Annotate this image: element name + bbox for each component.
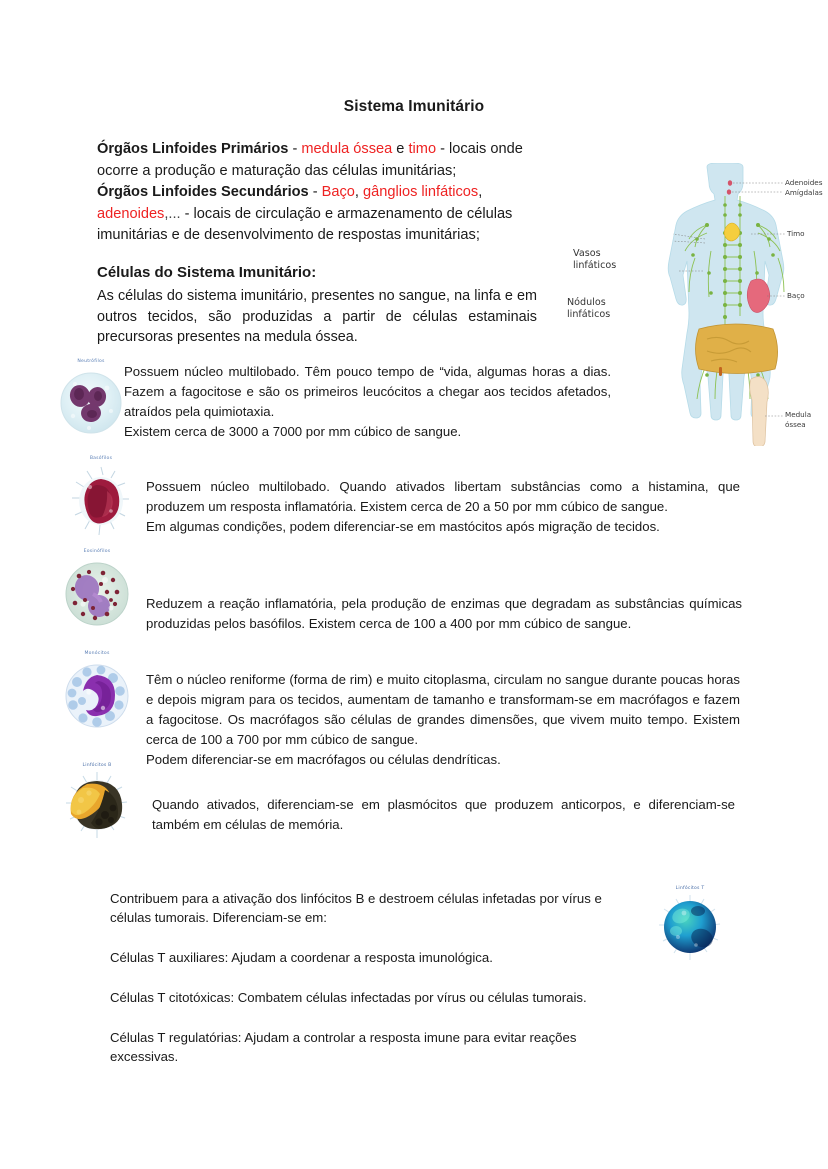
organ-medula-ossea: medula óssea	[301, 141, 393, 157]
organ-ganglios-linfaticos: gânglios linfáticos	[363, 184, 479, 200]
cell-description-linfocitos-b	[152, 795, 735, 835]
neutrophil-micrograph	[55, 366, 127, 438]
secondary-dash: -	[308, 184, 322, 200]
eosinofilos-paragraph-1: Reduzem a reação inflamatória, pela produção de enzimas que degradam as substâncias químicas produzidas pelos basófilos. Existem cerca de 100 a 400 por mm cúbico de sangue.	[146, 596, 742, 631]
lymphatic-system-illustration	[645, 163, 828, 446]
anatomy-label-vasos-2: linfáticos	[573, 260, 617, 271]
cell-description-basofilos	[146, 477, 740, 537]
eosinophil-micrograph	[59, 556, 135, 632]
secondary-sep-2: ,	[478, 184, 483, 200]
cell-figure-neutrofilos	[52, 358, 130, 438]
cells-section-heading: Células do Sistema Imunitário:	[97, 264, 317, 281]
organ-timo: timo	[408, 141, 437, 157]
b-lymphocyte-micrograph	[59, 770, 135, 842]
anatomy-label-timo: Timo	[787, 229, 805, 238]
anatomy-label-amigdalas: Amígdalas	[785, 188, 823, 197]
primary-organs-label: Órgãos Linfoides Primários	[97, 141, 289, 157]
cell-caption-linfocitos-b: Linfócitos B	[82, 763, 112, 768]
appendix-marker	[719, 367, 722, 376]
cell-caption-monocitos: Monócitos	[84, 651, 110, 656]
secondary-ellipsis: ,...	[164, 205, 185, 222]
cell-caption-basofilos: Basófilos	[89, 456, 113, 461]
anatomy-label-medula-1: Medula	[785, 410, 812, 419]
monocitos-paragraph-1: Têm o núcleo reniforme (forma de rim) e muito citoplasma, circulam no sangue durante poucas horas e depois migram para os tecidos, aumentam de tamanho e transformam-se em macrófagos e fazem a fagocitose. Os macrófagos são células de grandes dimensões, que vivem muito tempo. Existem cerca de 100 a 700 por mm cúbico de sangue.	[146, 672, 740, 747]
linfocitos-b-paragraph-1: Quando ativados, diferenciam-se em plasmócitos que produzem anticorpos, e diferenciam-se também em células de memória.	[152, 797, 735, 832]
t-lymphocyte-micrograph	[654, 893, 726, 965]
bone-marrow-organ	[750, 377, 769, 446]
neutrofilos-paragraph-1: Possuem núcleo multilobado. Têm pouco tempo de “vida, algumas horas a dias. Fazem a fagocitose e são os primeiros leucócitos a chegar aos tecidos afetados, atraídos pela quimiotaxia.	[124, 364, 611, 419]
secondary-description: - locais de circulação e armazenamento de células imunitárias e de desenvolvimento de respostas imunitárias;	[97, 205, 513, 243]
anatomy-label-medula-2: óssea	[785, 420, 806, 429]
t-cells-intro: Contribuem para a ativação dos linfócitos B e destroem células infetadas por vírus e células tumorais. Diferenciam-se em:	[110, 891, 602, 925]
cells-section-paragraph: As células do sistema imunitário, presentes no sangue, na linfa e em outros tecidos, são produzidas a partir de células estaminais precursoras presentes na medula óssea.	[97, 288, 537, 345]
neutrofilos-paragraph-2: Existem cerca de 3000 a 7000 por mm cúbico de sangue.	[124, 424, 462, 439]
monocitos-paragraph-2: Podem diferenciar-se em macrófagos ou células dendríticas.	[146, 752, 501, 767]
cell-caption-linfocitos-t: Linfócitos T	[675, 886, 705, 891]
cell-figure-linfocitos-t	[645, 885, 735, 965]
cell-figure-eosinofilos	[58, 548, 136, 632]
t-cell-subtype-auxiliares: Células T auxiliares: Ajudam a coordenar a resposta imunológica.	[110, 950, 493, 965]
cell-caption-neutrofilos: Neutrófilos	[77, 359, 105, 364]
lymphatic-system-figure	[567, 163, 828, 446]
intestine-organ	[696, 324, 778, 374]
anatomy-label-baco: Baço	[787, 291, 805, 300]
cell-description-neutrofilos	[124, 362, 611, 442]
cell-figure-linfocitos-b	[58, 762, 136, 842]
basophil-micrograph	[67, 463, 135, 539]
secondary-sep-1: ,	[354, 184, 364, 200]
t-cell-subtype-citotoxicas: Células T citotóxicas: Combatem células infectadas por vírus ou células tumorais.	[110, 990, 587, 1005]
intro-paragraph	[97, 139, 565, 247]
monocyte-micrograph	[59, 658, 135, 734]
organ-adenoides: adenoides	[97, 205, 165, 222]
spleen-organ	[747, 279, 770, 313]
anatomy-label-nodulos-2: linfáticos	[567, 309, 611, 320]
cell-caption-eosinofilos: Eosinófilos	[83, 549, 111, 554]
anatomy-label-adenoides: Adenoides	[785, 178, 823, 187]
t-cell-subtype-regulatorias: Células T regulatórias: Ajudam a controlar a resposta imune para evitar reações excessivas.	[110, 1030, 577, 1064]
cell-figure-basofilos	[62, 455, 140, 539]
anatomy-label-vasos-1: Vasos	[573, 248, 601, 259]
cell-description-monocitos	[146, 670, 740, 770]
basofilos-paragraph-2: Em algumas condições, podem diferenciar-se em mastócitos após migração de tecidos.	[146, 519, 660, 534]
organ-baco: Baço	[321, 184, 355, 200]
page-title: Sistema Imunitário	[343, 98, 485, 115]
primary-conjunction: e	[392, 141, 409, 157]
primary-dash: -	[288, 141, 302, 157]
t-cells-description	[110, 889, 635, 1066]
secondary-organs-label: Órgãos Linfoides Secundários	[97, 184, 309, 200]
anatomy-label-nodulos-1: Nódulos	[567, 297, 606, 308]
cell-figure-monocitos	[58, 650, 136, 734]
primary-description: - locais onde ocorre a produção e maturação das células imunitárias;	[97, 141, 523, 179]
basofilos-paragraph-1: Possuem núcleo multilobado. Quando ativados libertam substâncias como a histamina, que produzem um resposta inflamatória. Existem cerca de 20 a 50 por mm cúbico de sangue.	[146, 479, 740, 514]
cell-description-eosinofilos	[146, 594, 742, 634]
b-cell-body	[71, 781, 123, 829]
